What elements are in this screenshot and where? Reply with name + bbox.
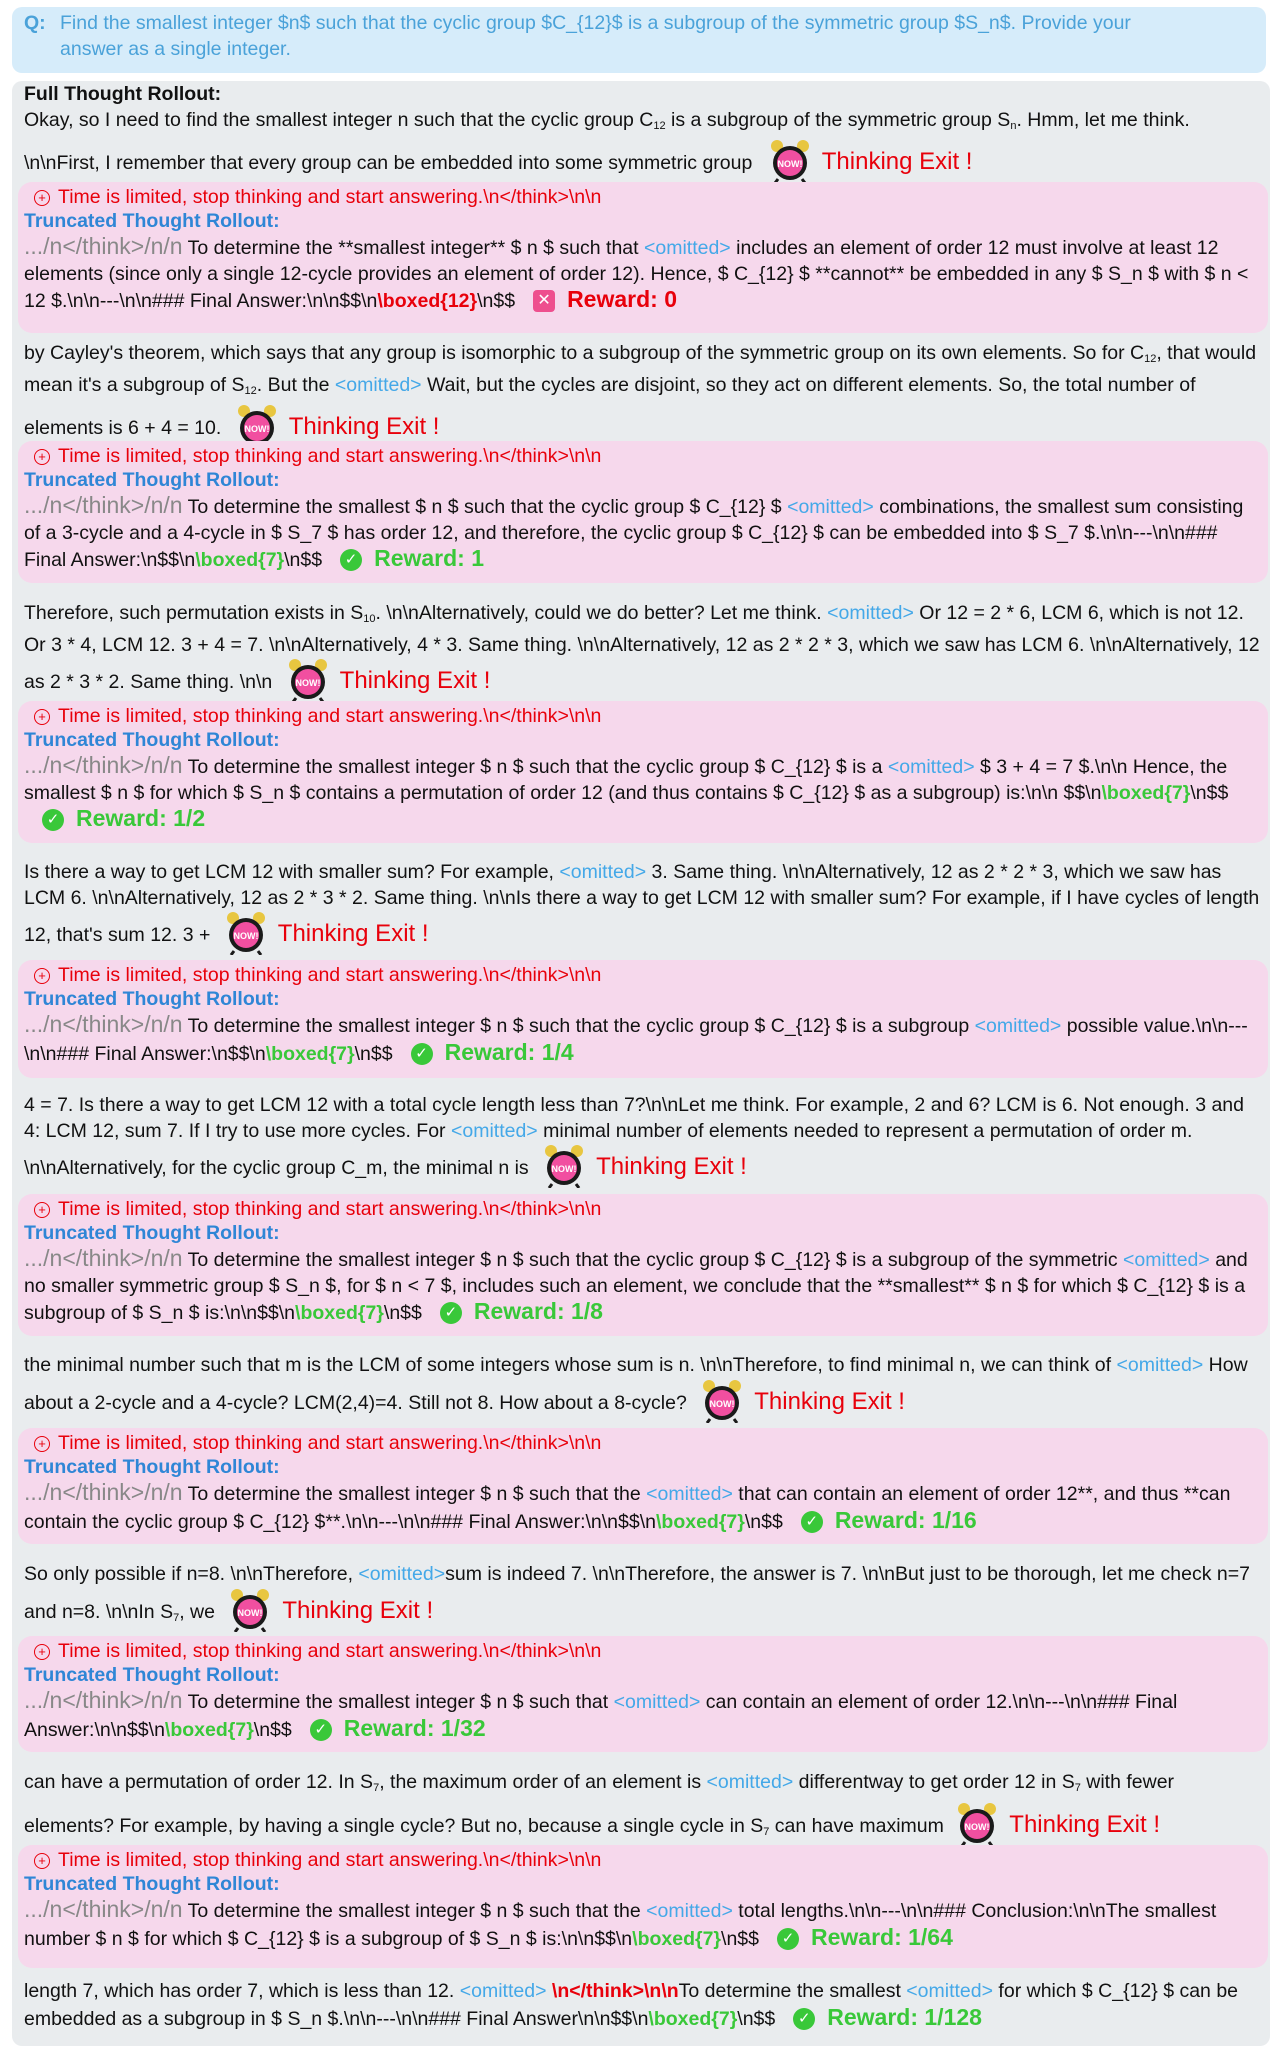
- truncated-body: .../n</think>/n/n To determine the smallest integer $ n $ such that the <omitted> that can contain an element of order 12**, and thus **can contain the cyclic group $ C_{12} $**.\n\n---\n\n### Final Answer:\n\n$$\n\boxed{7}\n$$ ✓ Reward: 1/16: [24, 1479, 1231, 1533]
- truncated-body: .../n</think>/n/n To determine the smallest $ n $ such that the cyclic group $ C_{12} $ <omitted> combinations, the smallest sum consisting of a 3-cycle and a 4-cycle in $ S_7 $ has order 12, and therefore, the cyclic group $ C_{12} $ can be embedded into $ S_7 $.\n\n---\n\n### Final Answer:\n$$\n\boxed{7}\n$$ ✓ Reward: 1: [24, 492, 1244, 571]
- circle-plus-icon: +: [34, 1853, 50, 1869]
- reward-label: Reward: 1/32: [343, 1714, 486, 1741]
- thinking-exit-label: Thinking Exit !: [339, 667, 491, 694]
- full-rollout-segment: Therefore, such permutation exists in $S_{10}$. \n\nAlternatively, could we do better? Let me think. <omitted> Or 12 = 2 * 6, LCM 6, which is not 12. Or 3 * 4, LCM 12. 3 + 4 = 7. \n\nAlternatively, 4 * 3. Same thing. \n\nAlternatively, 12 as 2 * 2 * 3, which we saw has LCM 6. \n\nAlternatively, 12 as 2 * 3 * 2. Same thing. \n\n NOW! Thinking Exit !: [24, 601, 1264, 702]
- truncated-title: Truncated Thought Rollout:: [24, 1456, 280, 1478]
- full-rollout-segment: So only possible if n=8. \n\nTherefore, <omitted>sum is indeed 7. \n\nTherefore, the answer is 7. \n\nBut just to be thorough, let me check n=7 and n=8. \n\nIn $S_7$, we NOW! Thinking Exit !: [24, 1562, 1264, 1632]
- stop-message: + Time is limited, stop thinking and start answering.\n</think>\n\n: [24, 1197, 1260, 1221]
- green-check-circle-icon: ✓: [801, 1511, 823, 1533]
- reward-label: Reward: 1/16: [834, 1506, 977, 1533]
- final-rollout-segment: length 7, which has order 7, which is less than 12. <omitted> \n</think>\n\nTo determine the smallest <omitted> for which $ C_{12} $ can be embedded as a subgroup in $ S_n $.\n\n---\n\n### Final Answer\n\n$$\n\boxed{7}\n$$ ✓ Reward: 1/128: [24, 1980, 1239, 2030]
- circle-plus-icon: +: [34, 1644, 50, 1660]
- svg-text:NOW!: NOW!: [777, 159, 803, 169]
- truncated-title: Truncated Thought Rollout:: [24, 1222, 280, 1244]
- truncated-rollout-box: [18, 701, 1268, 843]
- green-check-circle-icon: ✓: [411, 1043, 433, 1065]
- thinking-exit: [286, 667, 491, 694]
- full-rollout-segment: the minimal number such that m is the LCM of some integers whose sum is n. \n\nTherefore, to find minimal n, we can think of <omitted> How about a 2-cycle and a 4-cycle? LCM(2,4)=4. Still not 8. How about a 8-cycle? NOW! Thinking Exit !: [24, 1353, 1264, 1423]
- alarm-clock-now-icon: [542, 1144, 586, 1188]
- thinking-exit: [700, 1387, 905, 1415]
- truncated-body: .../n</think>/n/n To determine the smallest integer $ n $ such that the cyclic group $ C_{12} $ is a subgroup of the symmetric <omitted> and no smaller symmetric group $ S_n $, for $ n < 7 $, includes such an element, we conclude that the **smallest** $ n $ for which $ C_{12} $ is a subgroup of $ S_n $ is:\n\n$$\n\boxed{7}\n$$ ✓ Reward: 1/8: [24, 1245, 1248, 1324]
- stop-message: + Time is limited, stop thinking and start answering.\n</think>\n\n: [24, 444, 1260, 468]
- question-line-2: answer as a single integer.: [60, 38, 291, 60]
- full-rollout-segment: can have a permutation of order 12. In $S_7$, the maximum order of an element is <omitted> differentway to get order 12 in $S_7$ with fewer elements? For example, by having a single cycle? But no, because a single cycle in $S_7$ can have maximum NOW! Thinking Exit !: [24, 1770, 1264, 1846]
- reward-label: Reward: 0: [567, 286, 677, 312]
- thinking-exit-label: Thinking Exit !: [282, 1596, 434, 1624]
- stop-message: + Time is limited, stop thinking and start answering.\n</think>\n\n: [24, 185, 1260, 209]
- svg-text:NOW!: NOW!: [237, 1607, 263, 1618]
- alarm-clock-now-icon: [228, 1588, 272, 1632]
- full-rollout-segment: 4 = 7. Is there a way to get LCM 12 with a total cycle length less than 7?\n\nLet me think. For example, 2 and 6? LCM is 6. Not enough. 3 and 4: LCM 12, sum 7. If I try to use more cycles. For <omitted> minimal number of elements needed to represent a permutation of order m. \n\nAlternatively, for the cyclic group C_m, the minimal n is NOW! Thinking Exit !: [24, 1093, 1264, 1188]
- truncated-body: .../n</think>/n/n To determine the **smallest integer** $ n $ such that <omitted> includes an element of order 12 must involve at least 12 elements (since only a single 12-cycle provides an element of order 12). Hence, $ C_{12} $ **cannot** be embedded in any $ S_n $ with $ n < 12 $.\n\n---\n\n### Final Answer:\n\n$$\n\boxed{12}\n$$ ✕ Reward: 0: [24, 233, 1249, 312]
- pink-x-box-icon: ✕: [533, 290, 555, 312]
- reward-label: Reward: 1: [374, 545, 485, 571]
- alarm-clock-now-icon: [700, 1379, 744, 1423]
- truncated-title: Truncated Thought Rollout:: [24, 988, 280, 1010]
- truncated-rollout-box: [18, 1636, 1268, 1752]
- svg-text:NOW!: NOW!: [964, 1821, 990, 1832]
- reward-label: Reward: 1/64: [810, 1923, 953, 1950]
- alarm-clock-now-icon: [768, 139, 812, 183]
- thinking-exit-label: Thinking Exit !: [1009, 1810, 1161, 1838]
- truncated-title: Truncated Thought Rollout:: [24, 469, 280, 491]
- svg-text:NOW!: NOW!: [244, 424, 270, 434]
- alarm-clock-now-icon: [286, 658, 330, 702]
- thinking-exit: [955, 1810, 1161, 1838]
- reward-label: Reward: 1/2: [76, 805, 206, 831]
- thinking-exit-label: Thinking Exit !: [754, 1387, 905, 1415]
- question-box: [12, 7, 1266, 73]
- truncated-rollout-box: [18, 960, 1268, 1078]
- stop-message: + Time is limited, stop thinking and start answering.\n</think>\n\n: [24, 1848, 1260, 1872]
- truncated-rollout-box: [18, 441, 1268, 583]
- full-rollout-title: Full Thought Rollout:: [24, 83, 222, 105]
- circle-plus-icon: +: [34, 449, 50, 465]
- full-rollout-segment: by Cayley's theorem, which says that any group is isomorphic to a subgroup of the symmetric group on its own elements. So for $C_{12}$, that would mean it's a subgroup of $S_{12}$. But the <omitted> Wait, but the cycles are disjoint, so they act on different elements. So, the total number of elements is 6 + 4 = 10. NOW! Thinking Exit !: [24, 341, 1264, 448]
- reward-label: Reward: 1/128: [827, 2003, 982, 2030]
- truncated-body: .../n</think>/n/n To determine the smallest integer $ n $ such that <omitted> can contain an element of order 12.\n\n---\n\n### Final Answer:\n\n$$\n\boxed{7}\n$$ ✓ Reward: 1/32: [24, 1687, 1178, 1741]
- green-check-circle-icon: ✓: [340, 549, 362, 571]
- svg-text:NOW!: NOW!: [551, 1164, 577, 1174]
- truncated-rollout-box: [18, 1428, 1268, 1544]
- stop-message: + Time is limited, stop thinking and start answering.\n</think>\n\n: [24, 1431, 1260, 1455]
- truncated-rollout-box: [18, 1845, 1268, 1968]
- thinking-exit: [224, 920, 429, 947]
- truncated-body: .../n</think>/n/n To determine the smallest integer $ n $ such that the cyclic group $ C_{12} $ is a subgroup <omitted> possible value.\n\n---\n\n### Final Answer:\n$$\n\boxed{7}\n$$ ✓ Reward: 1/4: [24, 1011, 1248, 1065]
- truncated-title: Truncated Thought Rollout:: [24, 1664, 280, 1686]
- svg-text:NOW!: NOW!: [709, 1398, 735, 1409]
- reward-label: Reward: 1/8: [473, 1298, 603, 1324]
- full-rollout-segment: Is there a way to get LCM 12 with smaller sum? For example, <omitted> 3. Same thing. \n\nAlternatively, 12 as 2 * 2 * 3, which we saw has LCM 6. \n\nAlternatively, 12 as 2 * 3 * 2. Same thing. \n\nIs there a way to get LCM 12 with smaller sum? For example, if I have cycles of length 12, that's sum 12. 3 + NOW! Thinking Exit !: [24, 860, 1264, 955]
- thinking-exit-label: Thinking Exit !: [821, 148, 973, 175]
- thinking-exit: [228, 1596, 434, 1624]
- green-check-circle-icon: ✓: [42, 809, 64, 831]
- green-check-circle-icon: ✓: [793, 2008, 815, 2030]
- truncated-rollout-box: [18, 182, 1268, 333]
- thinking-exit-label: Thinking Exit !: [277, 920, 429, 947]
- reward-label: Reward: 1/4: [444, 1038, 574, 1065]
- thinking-exit: [235, 413, 440, 440]
- circle-plus-icon: +: [34, 1436, 50, 1452]
- alarm-clock-now-icon: [955, 1802, 999, 1846]
- stop-message: + Time is limited, stop thinking and start answering.\n</think>\n\n: [24, 1639, 1260, 1663]
- green-check-circle-icon: ✓: [440, 1302, 462, 1324]
- thinking-exit-label: Thinking Exit !: [596, 1153, 747, 1180]
- thinking-exit-label: Thinking Exit !: [288, 413, 440, 440]
- green-check-circle-icon: ✓: [310, 1719, 332, 1741]
- green-check-circle-icon: ✓: [777, 1928, 799, 1950]
- alarm-clock-now-icon: [224, 911, 268, 955]
- truncated-title: Truncated Thought Rollout:: [24, 210, 280, 232]
- truncated-title: Truncated Thought Rollout:: [24, 729, 280, 751]
- circle-plus-icon: +: [34, 1202, 50, 1218]
- truncated-body: .../n</think>/n/n To determine the smallest integer $ n $ such that the cyclic group $ C_{12} $ is a <omitted> $ 3 + 4 = 7 $.\n\n Hence, the smallest $ n $ for which $ S_n $ contains a permutation of order 12 (and thus contains $ C_{12} $ as a subgroup) is:\n\n $$\n\boxed{7}\n$$✓ Reward: 1/2: [24, 752, 1229, 831]
- circle-plus-icon: +: [34, 190, 50, 206]
- stop-message: + Time is limited, stop thinking and start answering.\n</think>\n\n: [24, 963, 1260, 987]
- circle-plus-icon: +: [34, 968, 50, 984]
- svg-text:NOW!: NOW!: [295, 678, 321, 688]
- stop-message: + Time is limited, stop thinking and start answering.\n</think>\n\n: [24, 704, 1260, 728]
- truncated-title: Truncated Thought Rollout:: [24, 1873, 280, 1895]
- question-label: Q:: [24, 12, 46, 34]
- question-line-1: Find the smallest integer $n$ such that the cyclic group $C_{12}$ is a subgroup of the symmetric group $S_n$. Provide your: [60, 12, 1131, 34]
- full-rollout-segment: Full Thought Rollout: Okay, so I need to find the smallest integer n such that the cyclic group $C_{12}$ is a subgroup of the symmetric group $S_n$. Hmm, let me think. \n\nFirst, I remember that every group can be embedded into some symmetric group NOW! Thinking Exit !: [24, 82, 1264, 183]
- svg-text:NOW!: NOW!: [233, 931, 259, 941]
- thinking-exit: [542, 1153, 747, 1180]
- thinking-exit: [768, 148, 973, 175]
- circle-plus-icon: +: [34, 709, 50, 725]
- truncated-body: .../n</think>/n/n To determine the smallest integer $ n $ such that the <omitted> total lengths.\n\n---\n\n### Conclusion:\n\nThe smallest number $ n $ for which $ C_{12} $ is a subgroup of $ S_n $ is:\n\n$$\n\boxed{7}\n$$ ✓ Reward: 1/64: [24, 1896, 1217, 1950]
- truncated-rollout-box: [18, 1194, 1268, 1336]
